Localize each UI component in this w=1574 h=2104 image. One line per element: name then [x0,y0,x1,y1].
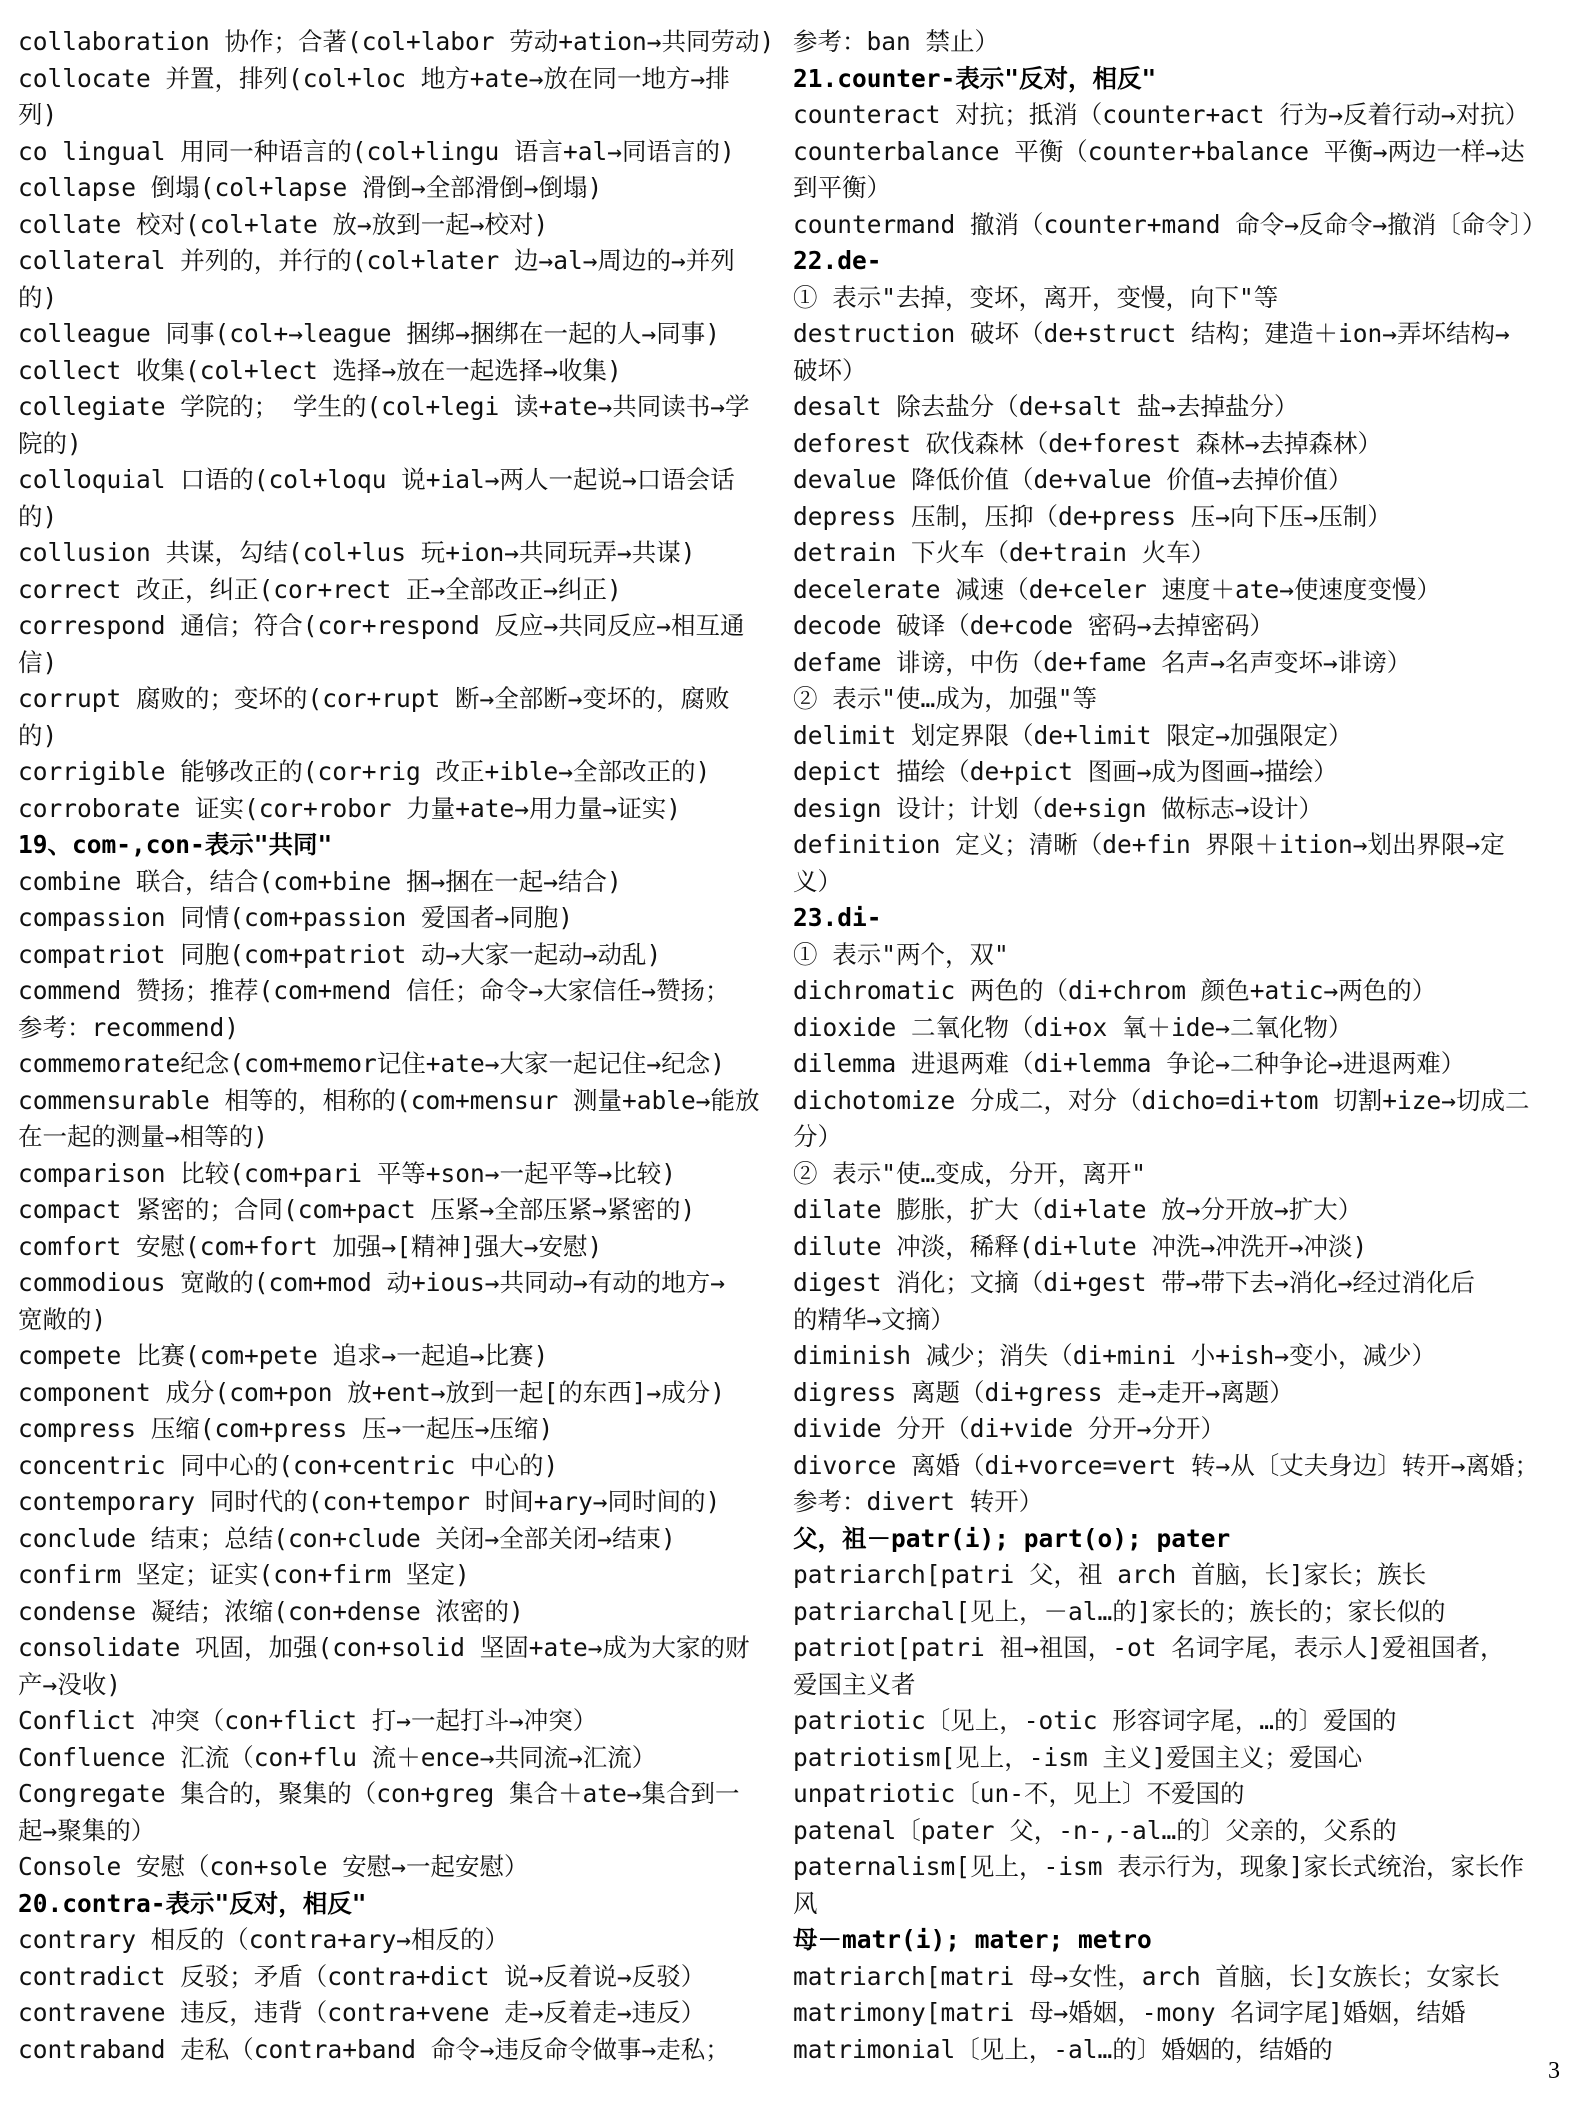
text-line: commend 赞扬；推荐(com+mend 信任；命令→大家信任→赞扬； [18,976,730,1005]
text-line: unpatriotic〔un-不，见上〕不爱国的 [793,1779,1245,1808]
text-line: contrary 相反的（contra+ary→相反的） [18,1925,510,1954]
text-line: 的精华→文摘） [793,1304,955,1334]
text-line: conclude 结束；总结(con+clude 关闭→全部关闭→结束) [18,1523,676,1553]
text-line: consolidate 巩固，加强(con+solid 坚固+ate→成为大家的财 [18,1633,750,1662]
text-line: combine 联合，结合(com+bine 捆→捆在一起→结合) [18,866,622,896]
text-line: collateral 并列的，并行的(col+later 边→al→周边的→并列 [18,246,735,275]
text-line: 在一起的测量→相等的) [18,1122,268,1151]
text-line: confirm 坚定；证实(con+firm 坚定) [18,1560,470,1589]
text-line: 起→聚集的） [18,1815,156,1845]
text-line: compete 比赛(com+pete 追求→一起追→比赛) [18,1341,549,1370]
text-line: 到平衡） [793,173,891,202]
text-line: commensurable 相等的，相称的(com+mensur 测量+able→能放 [18,1085,760,1115]
text-line: Confluence 汇流（con+flu 流＋ence→共同流→汇流） [18,1742,657,1772]
text-line: collocate 并置，排列(col+loc 地方+ate→放在同一地方→排 [18,63,730,93]
text-line: patenal〔pater 父，-n-,-al…的〕父亲的，父系的 [793,1815,1397,1845]
text-line: commodious 宽敞的(com+mod 动+ious→共同动→有动的地方→ [18,1268,726,1297]
text-line: destruction 破坏（de+struct 结构；建造＋ion→弄坏结构→ [793,319,1510,348]
text-line: patriotism[见上，-ism 主义]爱国主义；爱国心 [793,1742,1363,1772]
text-line: 产→没收) [18,1669,122,1699]
text-line: counterbalance 平衡（counter+balance 平衡→两边一样→达 [793,136,1525,166]
text-line: corrupt 腐败的；变坏的(cor+rupt 断→全部断→变坏的，腐败 [18,684,730,713]
text-line: matriarch[matri 母→女性，arch 首脑，长]女族长；女家长 [793,1961,1500,1991]
text-line: dichotomize 分成二，对分（dicho=di+tom 切割+ize→切成二 [793,1085,1530,1115]
text-line: ① 表示"两个，双" [793,939,1009,969]
text-line: 的) [18,720,58,750]
text-line: countermand 撤消（counter+mand 命令→反命令→撤消〔命令〕） [793,209,1547,239]
text-line: 破坏） [793,355,867,385]
text-line: patriarchal[见上，－al…的]家长的；族长的；家长似的 [793,1596,1446,1626]
section-heading: 母－matr(i); mater; metro [793,1925,1152,1954]
text-line: matrimony[matri 母→婚姻，-mony 名词字尾]婚姻，结婚 [793,1998,1466,2027]
text-line: concentric 同中心的(con+centric 中心的) [18,1450,559,1480]
text-line: condense 凝结；浓缩(con+dense 浓密的) [18,1596,524,1626]
text-line: dilute 冲淡，稀释(di+lute 冲洗→冲洗开→冲淡) [793,1231,1368,1261]
text-line: compatriot 同胞(com+patriot 动→大家一起动→动乱) [18,939,662,969]
text-line: 分） [793,1122,842,1151]
text-line: 义） [793,866,842,896]
text-line: dilate 膨胀，扩大（di+late 放→分开放→扩大） [793,1195,1363,1224]
left-column [18,24,788,2068]
section-heading: 父，祖－patr(i); part(o); pater [793,1523,1231,1553]
text-line: collusion 共谋，勾结(col+lus 玩+ion→共同玩弄→共谋) [18,538,696,567]
text-line: 的) [18,501,58,531]
text-line: decelerate 减速（de+celer 速度＋ate→使速度变慢） [793,574,1442,604]
section-heading: 19、com-,con-表示"共同" [18,830,333,859]
text-line: contradict 反驳；矛盾（contra+dict 说→反着说→反驳） [18,1961,706,1991]
right-column [793,24,1563,2068]
text-line: component 成分(com+pon 放+ent→放到一起[的东西]→成分) [18,1377,726,1407]
text-line: patriot[patri 祖→祖国，-ot 名词字尾，表示人]爱祖国者， [793,1633,1505,1662]
text-line: paternalism[见上，-ism 表示行为，现象]家长式统治，家长作 [793,1852,1525,1881]
text-line: depress 压制，压抑（de+press 压→向下压→压制） [793,501,1392,531]
text-line: defame 诽谤，中伤（de+fame 名声→名声变坏→诽谤） [793,647,1412,677]
text-line: 爱国主义者 [793,1669,916,1699]
text-line: design 设计；计划（de+sign 做标志→设计） [793,793,1324,823]
section-heading: 23.di- [793,903,882,932]
text-line: compress 压缩(com+press 压→一起压→压缩) [18,1414,554,1443]
text-line: co lingual 用同一种语言的(col+lingu 语言+al→同语言的) [18,136,735,166]
text-line: ① 表示"去掉，变坏，离开，变慢，向下"等 [793,282,1279,312]
text-line: ② 表示"使…成为，加强"等 [793,684,1097,713]
text-line: 院的) [18,428,82,458]
text-line: devalue 降低价值（de+value 价值→去掉价值） [793,465,1353,494]
text-line: colleague 同事(col+→league 捆绑→捆绑在一起的人→同事) [18,319,721,348]
text-line: contraband 走私（contra+band 命令→违反命令做事→走私； [18,2034,730,2064]
text-line: dichromatic 两色的（di+chrom 颜色+atic→两色的） [793,976,1437,1005]
text-line: 参考：ban 禁止） [793,27,1000,56]
text-line: definition 定义；清晰（de+fin 界限＋ition→划出界限→定 [793,830,1505,859]
text-line: Conflict 冲突（con+flict 打→一起打斗→冲突） [18,1706,598,1735]
text-line: Console 安慰（con+sole 安慰→一起安慰） [18,1852,529,1881]
text-line: compact 紧密的；合同(com+pact 压紧→全部压紧→紧密的) [18,1195,696,1224]
text-line: decode 破译（de+code 密码→去掉密码） [793,611,1275,640]
text-line: collaboration 协作；合著(col+labor 劳动+ation→共同劳动) [18,27,775,56]
text-line: 风 [793,1888,818,1918]
text-line: commemorate纪念(com+memor记住+ate→大家一起记住→纪念) [18,1049,726,1078]
text-line: depict 描绘（de+pict 图画→成为图画→描绘） [793,757,1338,786]
text-line: 宽敞的) [18,1304,107,1334]
text-line: corrigible 能够改正的(cor+rig 改正+ible→全部改正的) [18,757,711,786]
section-heading: 21.counter-表示"反对，相反" [793,63,1157,93]
text-line: 的) [18,282,58,312]
text-line: divide 分开（di+vide 分开→分开） [793,1414,1226,1443]
text-line: digest 消化；文摘（di+gest 带→带下去→消化→经过消化后 [793,1268,1476,1297]
text-line: patriotic〔见上，-otic 形容词字尾，…的〕爱国的 [793,1706,1397,1735]
text-line: contravene 违反，违背（contra+vene 走→反着走→违反） [18,1998,706,2027]
text-line: divorce 离婚（di+vorce=vert 转→从〔丈夫身边〕转开→离婚； [793,1450,1540,1480]
text-line: comfort 安慰(com+fort 加强→[精神]强大→安慰) [18,1231,603,1261]
text-line: delimit 划定界限（de+limit 限定→加强限定） [793,720,1353,750]
text-line: ② 表示"使…变成，分开，离开" [793,1158,1146,1188]
section-heading: 20.contra-表示"反对，相反" [18,1888,367,1918]
text-line: 信) [18,647,58,677]
text-line: 参考：recommend) [18,1012,240,1042]
text-line: matrimonial〔见上，-al…的〕婚姻的，结婚的 [793,2034,1333,2064]
text-line: compassion 同情(com+passion 爱国者→同胞) [18,903,574,932]
text-line: 列) [18,100,58,129]
text-line: detrain 下火车（de+train 火车） [793,538,1216,567]
text-line: collect 收集(col+lect 选择→放在一起选择→收集) [18,355,622,385]
text-line: counteract 对抗；抵消（counter+act 行为→反着行动→对抗） [793,100,1530,129]
text-line: collegiate 学院的； 学生的(col+legi 读+ate→共同读书→学 [18,392,750,421]
text-line: Congregate 集合的，聚集的（con+greg 集合＋ate→集合到一 [18,1779,740,1808]
text-line: 参考：divert 转开） [793,1487,1044,1516]
text-line: collate 校对(col+late 放→放到一起→校对) [18,209,549,239]
page-number: 3 [1548,2058,1560,2084]
text-line: deforest 砍伐森林（de+forest 森林→去掉森林） [793,428,1383,458]
text-line: correspond 通信；符合(cor+respond 反应→共同反应→相互通 [18,611,745,640]
text-line: dilemma 进退两难（di+lemma 争论→二种争论→进退两难） [793,1049,1466,1078]
section-heading: 22.de- [793,246,882,275]
text-line: collapse 倒塌(col+lapse 滑倒→全部滑倒→倒塌) [18,173,603,202]
text-line: colloquial 口语的(col+loqu 说+ial→两人一起说→口语会话 [18,465,735,494]
text-line: patriarch[patri 父，祖 arch 首脑，长]家长；族长 [793,1560,1427,1589]
text-line: contemporary 同时代的(con+tempor 时间+ary→同时间的) [18,1487,721,1516]
text-line: correct 改正，纠正(cor+rect 正→全部改正→纠正) [18,574,622,604]
text-line: diminish 减少；消失（di+mini 小+ish→变小，减少） [793,1341,1437,1370]
text-line: corroborate 证实(cor+robor 力量+ate→用力量→证实) [18,793,682,823]
text-line: digress 离题（di+gress 走→走开→离题） [793,1377,1294,1407]
text-line: desalt 除去盐分（de+salt 盐→去掉盐分） [793,392,1299,421]
text-line: comparison 比较(com+pari 平等+son→一起平等→比较) [18,1158,677,1188]
text-line: dioxide 二氧化物（di+ox 氧＋ide→二氧化物） [793,1012,1353,1042]
